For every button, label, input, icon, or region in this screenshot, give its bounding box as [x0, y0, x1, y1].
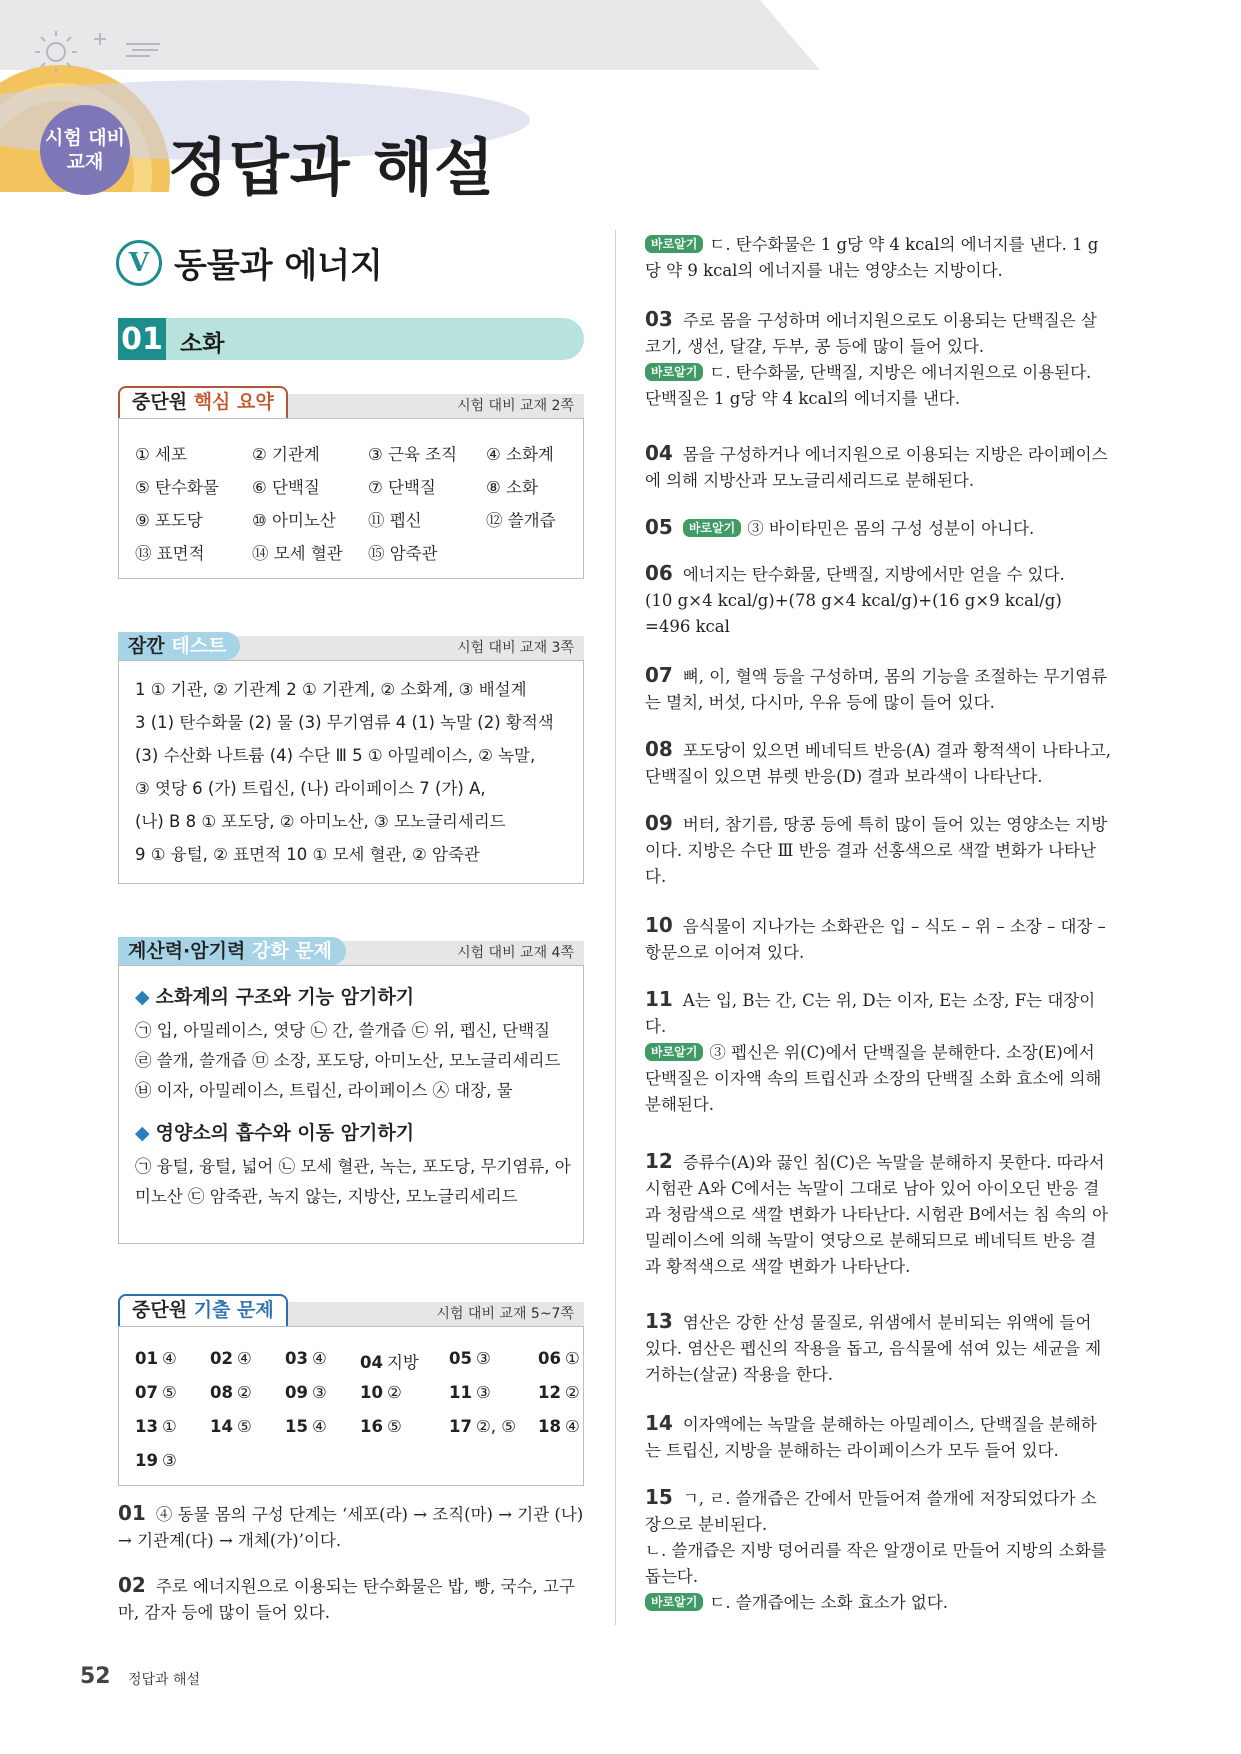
reinforce-subheading-2: ◆ 영양소의 흡수와 이동 암기하기	[135, 1122, 415, 1144]
energy-formula: (10 g×4 kcal/g)+(78 g×4 kcal/g)+(16 g×9 kcal/g)	[645, 591, 1062, 610]
summary-ref: 시험 대비 교재 2쪽	[457, 398, 574, 414]
quicktest-line: 9 ① 융털, ② 표면적 10 ① 모세 혈관, ② 암죽관	[135, 845, 480, 864]
explanation-number: 02	[118, 1573, 146, 1597]
explanation-12: 12 증류수(A)와 끓인 침(C)은 녹말을 분해하지 못한다. 따라서 시험관 A와 C에서는 녹말이 그대로 남아 있어 아이오딘 반응 결과 청람색으로 색깔 변화가 나타난다. 시험관 B에서는 침 속의 아밀레이스에 의해 녹말이 엿당으로 분해되므로 베네딕트 반응 결과 황적색으로 색깔 변화가 나타난다.	[645, 1149, 1109, 1276]
quicktest-box	[118, 660, 584, 884]
reinforce-line: ㉣ 쓸개, 쓸개즙 ㉤ 소장, 포도당, 아미노산, 모노글리세리드	[135, 1051, 561, 1070]
reinforce-line: 미노산 ㉢ 암죽관, 녹지 않는, 지방산, 모노글리세리드	[135, 1187, 518, 1206]
explanation-04: 04 몸을 구성하거나 에너지원으로 이용되는 지방은 라이페이스에 의해 지방산과 모노글리세리드로 분해된다.	[645, 441, 1108, 490]
page-title: 정답과 해설	[168, 131, 496, 204]
badge-line-2: 교재	[66, 151, 104, 173]
quicktest-header	[118, 632, 584, 660]
summary-header	[118, 390, 584, 418]
summary-item: ⑭ 모세 혈관	[252, 544, 343, 563]
summary-item: ⑫ 쓸개즙	[486, 511, 556, 530]
exam-answer: 04 지방	[360, 1353, 419, 1372]
exam-answer: 12 ②	[538, 1383, 580, 1402]
explanation-02-cont: 바로알기 ㄷ. 탄수화물은 1 g당 약 4 kcal의 에너지를 낸다. 1 g당 약 9 kcal의 에너지를 내는 영양소는 지방이다.	[645, 235, 1099, 280]
chapter-heading	[118, 318, 584, 360]
summary-item: ⑦ 단백질	[368, 478, 436, 497]
quicktest-line: 3 (1) 탄수화물 (2) 물 (3) 무기염류 4 (1) 녹말 (2) 황적색	[135, 713, 554, 732]
unit-title: 동물과 에너지	[174, 246, 383, 286]
exam-tab: 중단원 기출 문제	[118, 1294, 288, 1326]
correction-tag: 바로알기	[683, 519, 741, 537]
explanation-07: 07 뼈, 이, 혈액 등을 구성하며, 몸의 기능을 조절하는 무기염류는 멸치, 버섯, 다시마, 우유 등에 많이 들어 있다.	[645, 663, 1108, 712]
reinforce-content	[135, 980, 575, 1212]
exam-answer: 11 ③	[449, 1383, 491, 1402]
explanation-05: 05 바로알기 ③ 바이타민은 몸의 구성 성분이 아니다.	[645, 515, 1035, 539]
quicktest-line: (나) B 8 ① 포도당, ② 아미노산, ③ 모노글리세리드	[135, 812, 506, 831]
page-number: 52	[80, 1664, 111, 1689]
exam-answer: 16 ⑤	[360, 1417, 402, 1436]
reinforce-line: ㉠ 입, 아밀레이스, 엿당 ㉡ 간, 쓸개즙 ㉢ 위, 펩신, 단백질	[135, 1021, 551, 1040]
summary-item: ⑨ 포도당	[135, 511, 203, 530]
quicktest-tab: 잠깐 테스트	[118, 632, 240, 660]
unit-heading	[116, 238, 383, 287]
quicktest-line: 1 ① 기관, ② 기관계 2 ① 기관계, ② 소화계, ③ 배설계	[135, 680, 527, 699]
summary-item: ④ 소화계	[486, 445, 554, 464]
exam-answer: 19 ③	[135, 1451, 177, 1470]
summary-item: ③ 근육 조직	[368, 445, 458, 464]
diamond-icon: ◆	[135, 1122, 150, 1144]
reinforce-header	[118, 937, 584, 965]
summary-item: ② 기관계	[252, 445, 320, 464]
summary-item: ⑬ 표면적	[135, 544, 205, 563]
textbook-badge	[40, 105, 130, 195]
quicktest-ref: 시험 대비 교재 3쪽	[457, 640, 574, 656]
reinforce-ref: 시험 대비 교재 4쪽	[457, 945, 574, 961]
summary-item: ⑧ 소화	[486, 478, 538, 497]
energy-formula-result: =496 kcal	[645, 617, 730, 636]
reinforce-line: ㉠ 융털, 융털, 넓어 ㉡ 모세 혈관, 녹는, 포도당, 무기염류, 아	[135, 1157, 571, 1176]
exam-answer: 14 ⑤	[210, 1417, 252, 1436]
reinforce-subheading-1: ◆ 소화계의 구조와 기능 암기하기	[135, 986, 415, 1008]
explanation-03: 03 주로 몸을 구성하며 에너지원으로도 이용되는 단백질은 살코기, 생선, 달걀, 두부, 콩 등에 많이 들어 있다. 바로알기 ㄷ. 탄수화물, 단백질, 지방은 에너지원으로 이용된다. 단백질은 1 g당 약 4 kcal의 에너지를 낸다.	[645, 307, 1097, 408]
explanation-10: 10 음식물이 지나가는 소화관은 입 – 식도 – 위 – 소장 – 대장 – 항문으로 이어져 있다.	[645, 913, 1106, 962]
chapter-number: 01	[118, 318, 166, 360]
summary-item: ⑥ 단백질	[252, 478, 320, 497]
exam-ref: 시험 대비 교재 5~7쪽	[436, 1306, 574, 1322]
explanation-number: 01	[118, 1501, 146, 1525]
correction-tag: 바로알기	[645, 235, 703, 253]
unit-number-icon: V	[116, 240, 162, 286]
exam-answer: 07 ⑤	[135, 1383, 177, 1402]
summary-item: ⑮ 암죽관	[368, 544, 438, 563]
exam-answer: 08 ②	[210, 1383, 252, 1402]
correction-tag: 바로알기	[645, 1043, 703, 1061]
summary-item: ⑩ 아미노산	[252, 511, 336, 530]
explanation-15: 15 ㄱ, ㄹ. 쓸개즙은 간에서 만들어져 쓸개에 저장되었다가 소장으로 분비된다. ㄴ. 쓸개즙은 지방 덩어리를 작은 알갱이로 만들어 지방의 소화를 돕는다. 바로알기 ㄷ. 쓸개즙에는 소화 효소가 없다.	[645, 1485, 1107, 1612]
exam-answer: 09 ③	[285, 1383, 327, 1402]
exam-answer: 17 ②, ⑤	[449, 1417, 517, 1436]
explanation-13: 13 염산은 강한 산성 물질로, 위샘에서 분비되는 위액에 들어 있다. 염산은 펩신의 작용을 돕고, 음식물에 섞여 있는 세균을 제거하는(살균) 작용을 한다.	[645, 1309, 1102, 1384]
correction-tag: 바로알기	[645, 1593, 703, 1611]
exam-header	[118, 1298, 584, 1326]
explanation-09: 09 버터, 참기름, 땅콩 등에 특히 많이 들어 있는 영양소는 지방이다. 지방은 수단 Ⅲ 반응 결과 선홍색으로 색깔 변화가 나타난다.	[645, 811, 1108, 886]
explanation-11: 11 A는 입, B는 간, C는 위, D는 이자, E는 소장, F는 대장이다. 바로알기 ③ 펩신은 위(C)에서 단백질을 분해한다. 소장(E)에서 단백질은 이자액 속의 트립신과 소장의 단백질 소화 효소에 의해 분해된다.	[645, 987, 1102, 1114]
chapter-title: 소화	[180, 331, 225, 357]
reinforce-box	[118, 965, 584, 1244]
summary-item: ① 세포	[135, 445, 187, 464]
quicktest-answers	[135, 673, 554, 871]
explanation-14: 14 이자액에는 녹말을 분해하는 아밀레이스, 단백질을 분해하는 트립신, 지방을 분해하는 라이페이스가 모두 들어 있다.	[645, 1411, 1097, 1460]
quicktest-line: (3) 수산화 나트륨 (4) 수단 Ⅲ 5 ① 아밀레이스, ② 녹말,	[135, 746, 536, 765]
diamond-icon: ◆	[135, 986, 150, 1008]
exam-answer: 05 ③	[449, 1349, 491, 1368]
column-divider	[615, 230, 616, 1625]
explanation-08: 08 포도당이 있으면 베네딕트 반응(A) 결과 황적색이 나타나고, 단백질이 있으면 뷰렛 반응(D) 결과 보라색이 나타난다.	[645, 737, 1111, 786]
exam-answer: 02 ④	[210, 1349, 252, 1368]
summary-box	[118, 418, 584, 579]
explanation-02: 02 주로 에너지원으로 이용되는 탄수화물은 밥, 빵, 국수, 고구마, 감자 등에 많이 들어 있다.	[118, 1573, 575, 1622]
summary-tab: 중단원 핵심 요약	[118, 386, 288, 418]
exam-answer: 01 ④	[135, 1349, 177, 1368]
exam-answer: 13 ①	[135, 1417, 177, 1436]
exam-answer: 10 ②	[360, 1383, 402, 1402]
explanation-01: 01 ④ 동물 몸의 구성 단계는 ‘세포(라) → 조직(마) → 기관 (나) → 기관계(다) → 개체(가)’이다.	[118, 1501, 584, 1550]
badge-line-1: 시험 대비	[44, 127, 126, 149]
reinforce-line: ㉥ 이자, 아밀레이스, 트립신, 라이페이스 ㉦ 대장, 물	[135, 1081, 513, 1100]
exam-answer: 18 ④	[538, 1417, 580, 1436]
correction-tag: 바로알기	[645, 363, 703, 381]
footer-label: 정답과 해설	[128, 1672, 201, 1688]
explanation-06: 06 에너지는 탄수화물, 단백질, 지방에서만 얻을 수 있다. (10 g×4 kcal/g)+(78 g×4 kcal/g)+(16 g×9 kcal/g) =496 kcal	[645, 561, 1065, 636]
exam-answer: 03 ④	[285, 1349, 327, 1368]
summary-item: ⑤ 탄수화물	[135, 478, 219, 497]
summary-item: ⑪ 펩신	[368, 511, 422, 530]
exam-answer: 15 ④	[285, 1417, 327, 1436]
exam-box	[118, 1326, 584, 1486]
quicktest-line: ③ 엿당 6 (가) 트립신, (나) 라이페이스 7 (가) A,	[135, 779, 486, 798]
exam-answer: 06 ①	[538, 1349, 580, 1368]
reinforce-tab: 계산력·암기력 강화 문제	[118, 937, 346, 965]
